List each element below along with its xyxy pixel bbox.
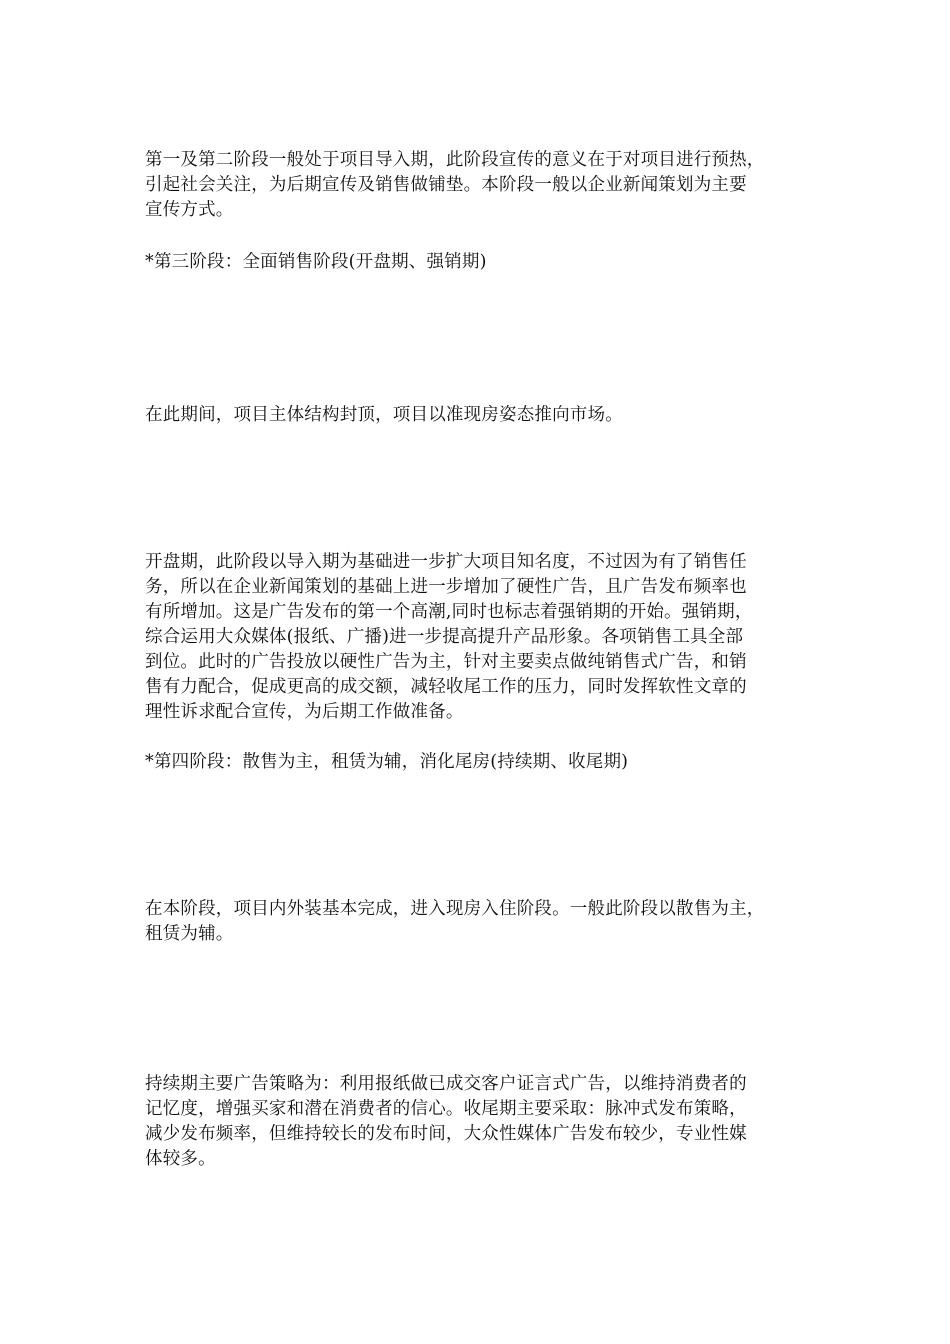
text-line: 租赁为辅。 xyxy=(145,924,234,944)
text-line: 务，所以在企业新闻策划的基础上进一步增加了硬性广告，且广告发布频率也 xyxy=(145,577,747,597)
text-line: 宣传方式。 xyxy=(145,200,234,220)
text-line: *第三阶段：全面销售阶段(开盘期、强销期) xyxy=(145,252,487,272)
text-line: 第一及第二阶段一般处于项目导入期，此阶段宣传的意义在于对项目进行预热， xyxy=(145,150,765,170)
heading-stage-three xyxy=(145,250,810,275)
paragraph-stage-three-intro xyxy=(145,403,810,428)
paragraph-stage-four-intro xyxy=(145,897,810,947)
paragraph-ad-strategy xyxy=(145,1072,810,1172)
text-line: 体较多。 xyxy=(145,1149,216,1169)
text-line: 在此期间，项目主体结构封顶，项目以准现房姿态推向市场。 xyxy=(145,405,623,425)
text-line: 综合运用大众媒体(报纸、广播)进一步提高提升产品形象。各项销售工具全部 xyxy=(145,627,744,647)
text-line: *第四阶段：散售为主，租赁为辅，消化尾房(持续期、收尾期) xyxy=(145,752,629,772)
paragraph-stage-one-two xyxy=(145,148,810,223)
heading-stage-four xyxy=(145,750,810,775)
paragraph-opening-period xyxy=(145,550,810,725)
text-line: 减少发布频率，但维持较长的发布时间，大众性媒体广告发布较少，专业性媒 xyxy=(145,1124,747,1144)
text-line: 售有力配合，促成更高的成交额，减轻收尾工作的压力，同时发挥软性文章的 xyxy=(145,677,747,697)
text-line: 开盘期，此阶段以导入期为基础进一步扩大项目知名度，不过因为有了销售任 xyxy=(145,552,747,572)
text-line: 持续期主要广告策略为：利用报纸做已成交客户证言式广告，以维持消费者的 xyxy=(145,1074,747,1094)
text-line: 记忆度，增强买家和潜在消费者的信心。收尾期主要采取：脉冲式发布策略， xyxy=(145,1099,747,1119)
text-line: 引起社会关注，为后期宣传及销售做铺垫。本阶段一般以企业新闻策划为主要 xyxy=(145,175,747,195)
text-line: 到位。此时的广告投放以硬性广告为主，针对主要卖点做纯销售式广告，和销 xyxy=(145,652,747,672)
text-line: 理性诉求配合宣传，为后期工作做准备。 xyxy=(145,702,464,722)
text-line: 有所增加。这是广告发布的第一个高潮,同时也标志着强销期的开始。强销期， xyxy=(145,602,753,622)
text-line: 在本阶段，项目内外装基本完成，进入现房入住阶段。一般此阶段以散售为主， xyxy=(145,899,765,919)
